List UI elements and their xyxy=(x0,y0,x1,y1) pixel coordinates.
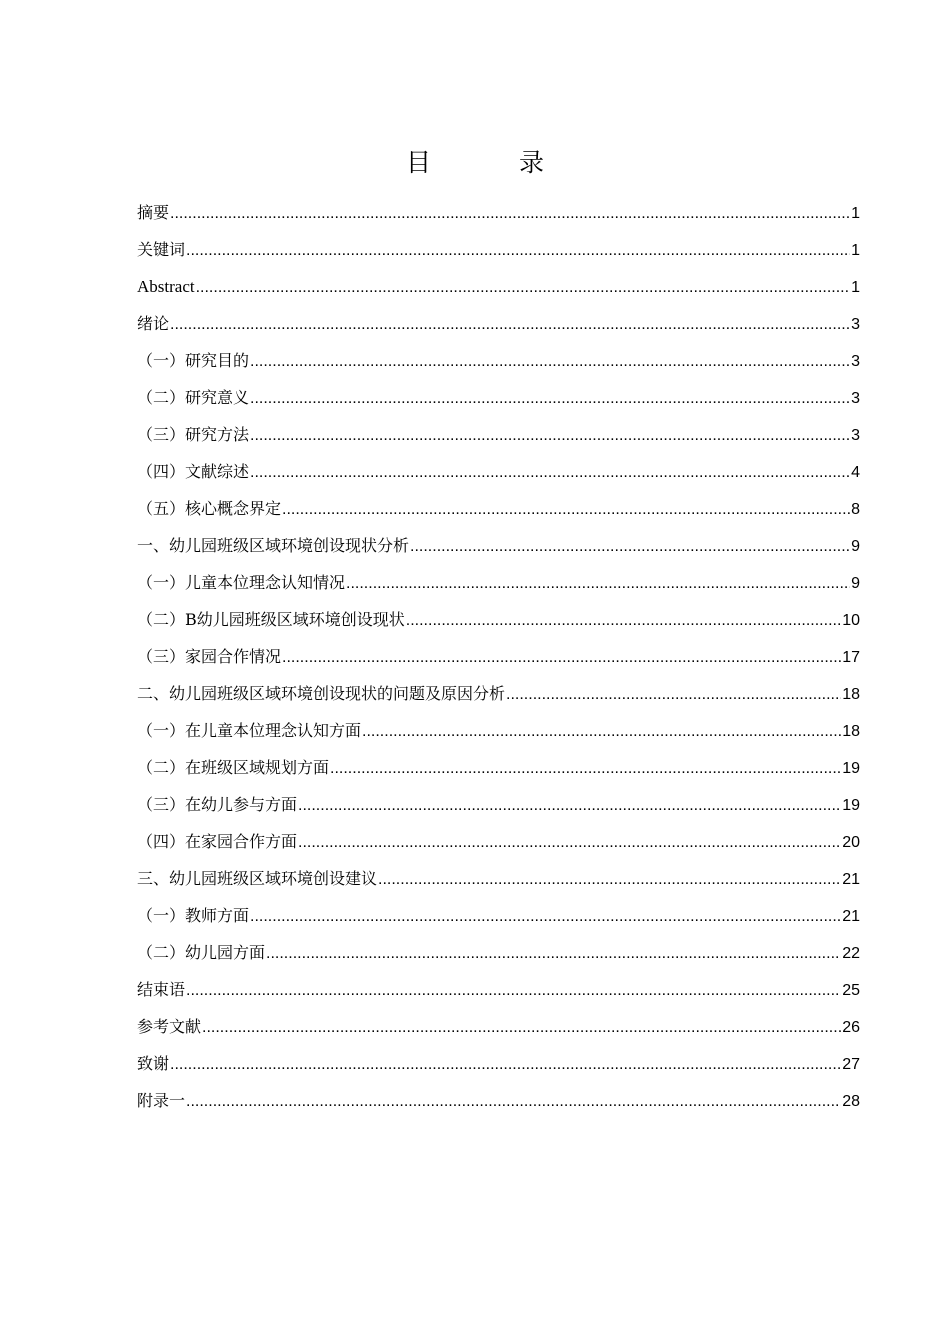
toc-dot-leader xyxy=(266,937,841,971)
toc-entry[interactable] xyxy=(137,270,860,307)
toc-entry-page-number: 18 xyxy=(842,686,860,703)
toc-entry-page-number: 9 xyxy=(851,538,860,555)
toc-entry[interactable] xyxy=(137,862,860,899)
toc-entry[interactable] xyxy=(137,307,860,344)
toc-entry-page-number: 1 xyxy=(851,205,860,222)
toc-dot-leader xyxy=(250,456,850,490)
toc-entry-page-number: 21 xyxy=(842,871,860,888)
toc-dot-leader xyxy=(250,900,841,934)
toc-entry-label: 结束语 xyxy=(137,980,186,999)
toc-dot-leader xyxy=(186,234,850,268)
toc-dot-leader xyxy=(298,826,841,860)
toc-dot-leader xyxy=(282,641,841,675)
toc-entry-page-number: 1 xyxy=(851,279,860,296)
toc-entry[interactable] xyxy=(137,603,860,640)
toc-entry-label: （五）核心概念界定 xyxy=(137,499,282,518)
toc-dot-leader xyxy=(170,308,850,342)
toc-dot-leader xyxy=(250,419,850,453)
toc-entry[interactable] xyxy=(137,677,860,714)
toc-title: 目 录 xyxy=(406,148,584,177)
toc-entry[interactable] xyxy=(137,492,860,529)
toc-dot-leader xyxy=(170,197,850,231)
toc-entry-label: （二）B幼儿园班级区域环境创设现状 xyxy=(137,610,405,629)
toc-entry-page-number: 27 xyxy=(842,1056,860,1073)
toc-entry[interactable] xyxy=(137,344,860,381)
toc-dot-leader xyxy=(410,530,850,564)
toc-entry[interactable] xyxy=(137,233,860,270)
toc-dot-leader xyxy=(170,1048,841,1082)
toc-dot-leader xyxy=(196,271,851,305)
toc-dot-leader xyxy=(282,493,850,527)
toc-entry-label: 关键词 xyxy=(137,240,186,259)
toc-entry-label: 参考文献 xyxy=(137,1017,202,1036)
toc-entry-label: 二、幼儿园班级区域环境创设现状的问题及原因分析 xyxy=(137,684,506,703)
toc-dot-leader xyxy=(406,604,841,638)
toc-entry[interactable] xyxy=(137,418,860,455)
toc-entry-page-number: 20 xyxy=(842,834,860,851)
toc-entry[interactable] xyxy=(137,381,860,418)
toc-entry-page-number: 26 xyxy=(842,1019,860,1036)
toc-dot-leader xyxy=(330,752,841,786)
toc-entry-label: 绪论 xyxy=(137,314,170,333)
toc-entry-label: 一、幼儿园班级区域环境创设现状分析 xyxy=(137,536,410,555)
toc-entry-page-number: 19 xyxy=(842,760,860,777)
toc-entry-label: 三、幼儿园班级区域环境创设建议 xyxy=(137,869,378,888)
toc-entry-label: （二）幼儿园方面 xyxy=(137,943,266,962)
toc-entry-label: （一）教师方面 xyxy=(137,906,250,925)
toc-dot-leader xyxy=(378,863,841,897)
toc-entry-page-number: 8 xyxy=(851,501,860,518)
toc-entry[interactable] xyxy=(137,566,860,603)
toc-entry-page-number: 4 xyxy=(851,464,860,481)
toc-entry-label: （四）在家园合作方面 xyxy=(137,832,298,851)
toc-entry-label: （一）儿童本位理念认知情况 xyxy=(137,573,346,592)
toc-entry-page-number: 22 xyxy=(842,945,860,962)
toc-entry-page-number: 3 xyxy=(851,316,860,333)
toc-dot-leader xyxy=(362,715,841,749)
toc-entry[interactable] xyxy=(137,196,860,233)
toc-entry[interactable] xyxy=(137,788,860,825)
toc-entry-label: Abstract xyxy=(137,277,195,296)
toc-dot-leader xyxy=(346,567,850,601)
toc-entry-page-number: 3 xyxy=(851,390,860,407)
toc-entry[interactable] xyxy=(137,899,860,936)
toc-entry[interactable] xyxy=(137,751,860,788)
toc-entry[interactable] xyxy=(137,714,860,751)
toc-entry-page-number: 28 xyxy=(842,1093,860,1110)
toc-entry-label: （三）在幼儿参与方面 xyxy=(137,795,298,814)
toc-dot-leader xyxy=(250,382,850,416)
toc-entry-page-number: 21 xyxy=(842,908,860,925)
toc-entry-page-number: 18 xyxy=(842,723,860,740)
toc-entry[interactable] xyxy=(137,1047,860,1084)
toc-entry[interactable] xyxy=(137,973,860,1010)
toc-entry[interactable] xyxy=(137,936,860,973)
toc-entry[interactable] xyxy=(137,825,860,862)
toc-entry-page-number: 1 xyxy=(851,242,860,259)
toc-entry-label: （四）文献综述 xyxy=(137,462,250,481)
toc-dot-leader xyxy=(186,974,841,1008)
toc-entry-label: 附录一 xyxy=(137,1091,186,1110)
toc-entry-label: （二）研究意义 xyxy=(137,388,250,407)
toc-entry-label: （一）在儿童本位理念认知方面 xyxy=(137,721,362,740)
toc-entry-page-number: 25 xyxy=(842,982,860,999)
toc-entry[interactable] xyxy=(137,529,860,566)
toc-dot-leader xyxy=(298,789,841,823)
toc-entry-label: 致谢 xyxy=(137,1054,170,1073)
toc-entry-page-number: 19 xyxy=(842,797,860,814)
toc-entry-page-number: 9 xyxy=(851,575,860,592)
toc-dot-leader xyxy=(250,345,850,379)
toc-entry-page-number: 17 xyxy=(842,649,860,666)
toc-entry[interactable] xyxy=(137,1084,860,1121)
toc-dot-leader xyxy=(202,1011,841,1045)
toc-entry-label: （二）在班级区域规划方面 xyxy=(137,758,330,777)
toc-entry[interactable] xyxy=(137,1010,860,1047)
toc-entry[interactable] xyxy=(137,640,860,677)
toc-entry-page-number: 10 xyxy=(842,612,860,629)
toc-dot-leader xyxy=(506,678,841,712)
toc-entry-label: （一）研究目的 xyxy=(137,351,250,370)
toc-entry-label: （三）家园合作情况 xyxy=(137,647,282,666)
toc-entry[interactable] xyxy=(137,455,860,492)
toc-entry-page-number: 3 xyxy=(851,427,860,444)
toc-list xyxy=(137,196,860,1121)
toc-entry-label: 摘要 xyxy=(137,203,170,222)
toc-dot-leader xyxy=(186,1085,841,1119)
toc-entry-label: （三）研究方法 xyxy=(137,425,250,444)
toc-entry-page-number: 3 xyxy=(851,353,860,370)
